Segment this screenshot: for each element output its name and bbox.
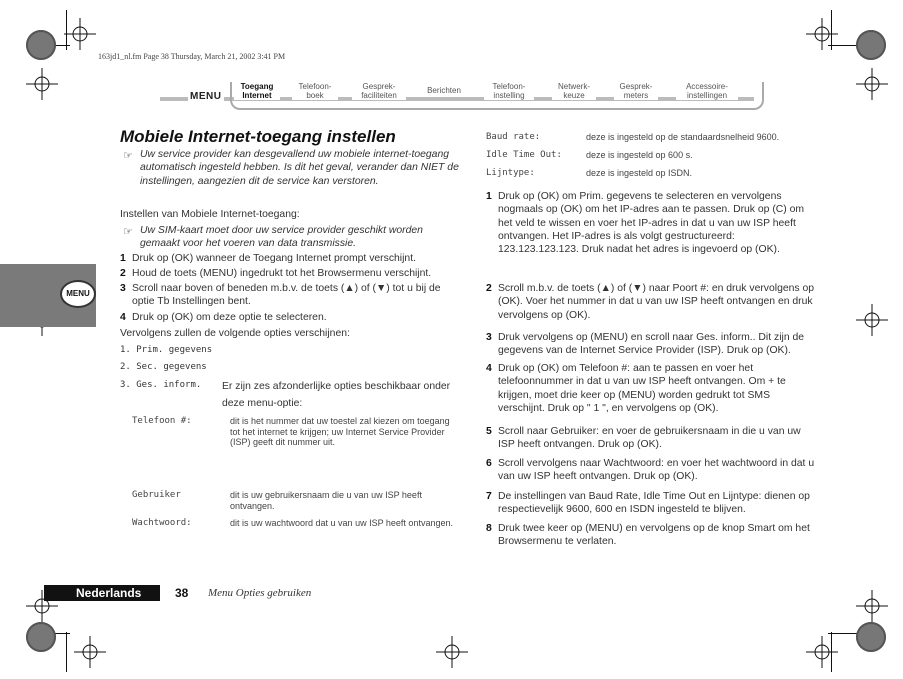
table-label: Idle Time Out: xyxy=(486,150,562,160)
crumb-accessoire-instellingen: Accessoire- instellingen xyxy=(676,82,738,100)
step-number: 3 xyxy=(486,332,492,343)
step-text: Scroll naar boven of beneden m.b.v. de toets (▲) of (▼) tot u bij de optie Tb Instellingen bent. xyxy=(132,283,441,308)
note-icon: ☞ xyxy=(123,226,133,238)
intro-text: Instellen van Mobiele Internet-toegang: xyxy=(120,209,300,220)
step-number: 4 xyxy=(120,312,126,323)
step-text: Druk twee keer op (MENU) en vervolgens op de knop Smart om het Browsermenu te verlaten. xyxy=(498,523,810,548)
step-number: 5 xyxy=(486,426,492,437)
table-desc: deze is ingesteld op 600 s. xyxy=(586,150,693,160)
step-number: 7 xyxy=(486,491,492,502)
registration-dot xyxy=(26,30,56,60)
registration-crosshair-icon xyxy=(806,636,838,668)
registration-crosshair-icon xyxy=(64,18,96,50)
step-number: 1 xyxy=(120,253,126,264)
crumb-gesprekfaciliteiten: Gesprek- faciliteiten xyxy=(352,82,406,100)
page-title: Mobiele Internet-toegang instellen xyxy=(120,127,396,146)
step-number: 2 xyxy=(120,268,126,279)
crumb-telefoonboek: Telefoon- boek xyxy=(292,82,338,100)
crumb-toegang-internet: Toegang Internet xyxy=(234,82,280,100)
option-description: Er zijn zes afzonderlijke opties beschikbaar onder deze menu-optie: xyxy=(222,381,451,409)
registration-crosshair-icon xyxy=(856,304,888,336)
step-text: Druk op (OK) om deze optie te selecteren. xyxy=(132,312,327,323)
table-label: Gebruiker xyxy=(132,490,181,500)
footer-language: Nederlands xyxy=(76,586,142,600)
note-icon: ☞ xyxy=(123,150,133,162)
step-text: Druk op (OK) om Prim. gegevens te selecteren en vervolgens nogmaals op (OK) om het IP-adres aan te passen. Druk op (C) om het veld te wissen en voer het IP-adres in dat u van uw ISP heeft ontvangen. Het IP-adres is als volgt gestructureerd: 123.123.123.123. Druk nadat het adres is ingevoerd op (OK). xyxy=(498,191,805,256)
crumb-gesprekmeters: Gesprek- meters xyxy=(614,82,658,100)
step-text: Scroll naar Gebruiker: en voer de gebruikersnaam in die u van uw ISP heeft ontvangen. Druk op (OK). xyxy=(498,426,801,451)
step-number: 4 xyxy=(486,363,492,374)
step-text: Druk op (OK) om Telefoon #: aan te passen en voer het telefoonnummer in dat u van uw ISP heeft ontvangen. Om + te krijgen, moet drie keer op (MENU) worden gedrukt tot SMS verschijnt. Druk op " 1 ", en vervolgens op (OK). xyxy=(498,363,786,414)
registration-dot xyxy=(856,30,886,60)
step-text: De instellingen van Baud Rate, Idle Time Out en Lijntype: dienen op respectievelijk 9600, 600 en ISDN ingesteld te blijven. xyxy=(498,491,810,516)
crop-mark xyxy=(66,632,67,672)
step-text: Scroll vervolgens naar Wachtwoord: en voer het wachtwoord in dat u van uw ISP heeft ontvangen. Druk op (OK). xyxy=(498,458,815,483)
registration-crosshair-icon xyxy=(856,590,888,622)
crumb-telefooninstelling: Telefoon- instelling xyxy=(484,82,534,100)
table-desc: dit is het nummer dat uw toestel zal kiezen om toegang tot het internet te krijgen; uw Internet Service Provider (ISP) geeft dit nummer uit. xyxy=(230,416,450,447)
step-number: 1 xyxy=(486,191,492,202)
step-number: 2 xyxy=(486,283,492,294)
registration-crosshair-icon xyxy=(74,636,106,668)
crumb-berichten: Berichten xyxy=(422,86,466,95)
breadcrumb-line xyxy=(160,97,188,101)
registration-crosshair-icon xyxy=(806,18,838,50)
note-text: Uw service provider kan desgevallend uw mobiele internet-toegang automatisch ingesteld hebben. Is dit het geval, verander dan NIET de instellingen, aangezien dit de service kan verstoren. xyxy=(140,149,459,187)
registration-dot xyxy=(856,622,886,652)
menu-key-icon: MENU xyxy=(60,280,96,308)
registration-dot xyxy=(26,622,56,652)
file-info-header: 163jd1_nl.fm Page 38 Thursday, March 21, 2002 3:41 PM xyxy=(98,52,286,61)
table-label: Baud rate: xyxy=(486,132,541,142)
table-desc: dit is uw wachtwoord dat u van uw ISP heeft ontvangen. xyxy=(230,518,453,528)
step-text: Druk op (OK) wanneer de Toegang Internet prompt verschijnt. xyxy=(132,253,416,264)
option-item: 2. Sec. gegevens xyxy=(120,362,207,372)
registration-crosshair-icon xyxy=(436,636,468,668)
step-text: Scroll m.b.v. de toets (▲) of (▼) naar Poort #: en druk vervolgens op (OK). Voer het nummer in dat u van uw ISP heeft ontvangen en druk vervolgens op (OK). xyxy=(498,283,815,321)
table-desc: deze is ingesteld op ISDN. xyxy=(586,168,693,178)
option-item: 3. Ges. inform. xyxy=(120,380,202,390)
step-number: 8 xyxy=(486,523,492,534)
table-desc: dit is uw gebruikersnaam die u van uw ISP heeft ontvangen. xyxy=(230,490,422,511)
table-label: Lijntype: xyxy=(486,168,535,178)
option-item: 1. Prim. gegevens xyxy=(120,345,213,355)
step-number: 3 xyxy=(120,283,126,294)
menu-label: MENU xyxy=(190,91,222,102)
options-intro: Vervolgens zullen de volgende opties verschijnen: xyxy=(120,328,350,339)
step-number: 6 xyxy=(486,458,492,469)
step-text: Druk vervolgens op (MENU) en scroll naar Ges. inform.. Dit zijn de gegevens van de Internet Service Provider (ISP). Druk op (OK). xyxy=(498,332,805,357)
table-desc: deze is ingesteld op de standaardsnelheid 9600. xyxy=(586,132,780,142)
registration-crosshair-icon xyxy=(856,68,888,100)
chapter-title: Menu Opties gebruiken xyxy=(208,587,312,599)
page-number: 38 xyxy=(175,586,189,600)
step-text: Houd de toets (MENU) ingedrukt tot het Browsermenu verschijnt. xyxy=(132,268,432,279)
registration-crosshair-icon xyxy=(26,68,58,100)
crumb-netwerkkeuze: Netwerk- keuze xyxy=(552,82,596,100)
table-label: Telefoon #: xyxy=(132,416,192,426)
note-text: Uw SIM-kaart moet door uw service provider geschikt worden gemaakt voor het voeren van data transmissie. xyxy=(140,225,423,250)
table-label: Wachtwoord: xyxy=(132,518,192,528)
